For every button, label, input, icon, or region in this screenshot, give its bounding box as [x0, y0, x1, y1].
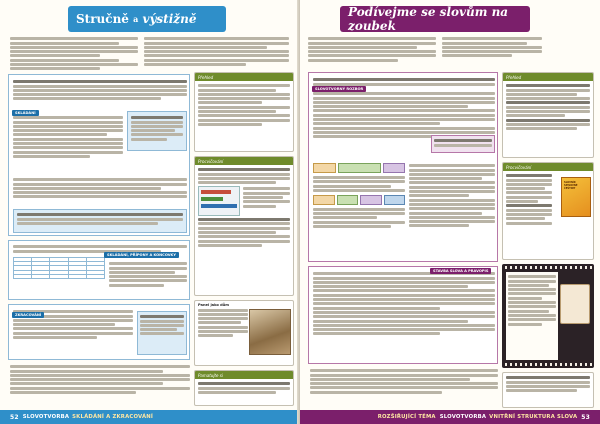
right-footer-sub: VNITŘNÍ STRUKTURA SLOVA	[489, 414, 578, 420]
side-pamatujte-heading: Pamatujte si	[195, 371, 293, 379]
tag-slovotvorny: SLOVOTVORNÝ ROZBOR	[312, 86, 366, 92]
book-label: SLOVNÍK SPISOVNÉ ČEŠTINY	[564, 181, 578, 190]
dictionary-book-cover	[561, 177, 591, 217]
right-footer	[300, 410, 600, 424]
right-side-prehled	[502, 72, 594, 158]
right-footer-label: ROZŠIŘUJÍCÍ TÉMA	[377, 414, 436, 420]
right-side-procvic-heading: Procvičování	[503, 163, 593, 171]
right-page-number: 53	[581, 413, 590, 421]
right-main-box	[308, 72, 498, 262]
tag-zkracovani: ZKRACOVÁNÍ	[12, 312, 44, 318]
film-text-panel	[506, 272, 558, 360]
tag-slozeniny: SKLÁDÁNÍ, PŘÍPONY A KONCOVKY	[104, 252, 179, 258]
left-footer-sub: SKLÁDÁNÍ A ZKRACOVÁNÍ	[72, 414, 154, 420]
right-note-box	[431, 135, 495, 153]
title-emph: výstižně	[142, 12, 197, 26]
table-box	[8, 240, 190, 300]
intro-column-1	[10, 36, 138, 72]
right-side-prehled-heading: Přehled	[503, 73, 593, 81]
right-page-title	[340, 6, 530, 32]
example-box	[13, 209, 187, 233]
title-a: a	[133, 14, 139, 24]
abbreviation-note	[137, 311, 187, 355]
left-footer-title: SLOVOTVORBA	[22, 414, 70, 420]
right-title-text: Podívejme se slovům na zoubek	[348, 5, 509, 33]
side-pamatujte	[194, 370, 294, 406]
right-footer-title: SLOVOTVORBA	[439, 414, 487, 420]
suffix-table	[13, 257, 105, 279]
building-photo	[249, 309, 291, 355]
side-procvic-heading: Procvičování	[195, 157, 293, 165]
side-prehled	[194, 72, 294, 152]
numbered-list	[10, 364, 190, 395]
main-text-box	[8, 74, 190, 236]
left-page-title	[68, 6, 226, 32]
right-second-box	[308, 266, 498, 364]
right-intro-col-2	[442, 36, 542, 59]
tag-stavba: STAVBA SLOVA A PRAVOPIS	[430, 268, 491, 274]
right-side-procvic	[502, 162, 594, 260]
left-footer	[0, 410, 300, 424]
right-side-pamatujte	[502, 372, 594, 408]
photo-caption: Panel jako dům	[198, 303, 229, 307]
side-procvicovani	[194, 156, 294, 296]
film-strip-illustration	[502, 264, 594, 368]
right-numbered-list	[310, 368, 498, 395]
word-structure-diagram	[313, 163, 405, 257]
definition-box	[127, 111, 187, 151]
title-main: Stručně	[76, 12, 129, 26]
right-page	[300, 0, 600, 424]
side-prehled-heading: Přehled	[195, 73, 293, 81]
side-photo-block	[194, 300, 294, 366]
left-page-number: 52	[10, 413, 19, 421]
intro-column-2	[144, 36, 289, 67]
right-intro-col-1	[308, 36, 436, 63]
tag-skladani: SKLÁDÁNÍ	[12, 110, 39, 116]
cartoon-illustration	[560, 284, 590, 324]
